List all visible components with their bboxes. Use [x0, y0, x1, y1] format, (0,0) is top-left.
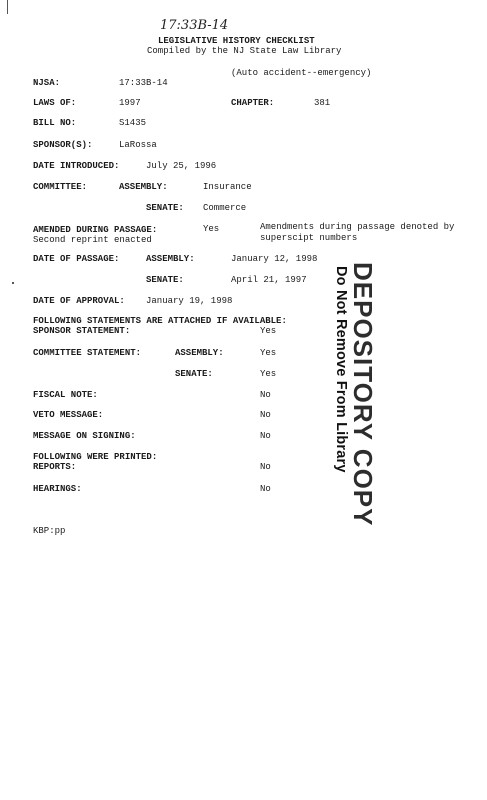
fiscal-note-label: FISCAL NOTE:	[33, 390, 98, 400]
bill-no-label: BILL NO:	[33, 118, 77, 128]
document-title: LEGISLATIVE HISTORY CHECKLIST	[158, 36, 315, 46]
date-of-passage-label: DATE OF PASSAGE:	[33, 254, 120, 264]
njsa-value: 17:33B-14	[119, 78, 168, 88]
reports-label: REPORTS:	[33, 462, 77, 472]
chapter-label: CHAPTER:	[231, 98, 275, 108]
laws-of-value: 1997	[119, 98, 141, 108]
chapter-value: 381	[314, 98, 331, 108]
page-edge-mark	[7, 0, 8, 14]
passage-assembly-label: ASSEMBLY:	[146, 254, 195, 264]
message-on-signing-label: MESSAGE ON SIGNING:	[33, 431, 136, 441]
date-introduced-value: July 25, 1996	[146, 161, 217, 171]
njsa-label: NJSA:	[33, 78, 61, 88]
subject-note: (Auto accident--emergency)	[231, 68, 372, 78]
reports-value: No	[260, 462, 271, 472]
do-not-remove-stamp: Do Not Remove From Library	[333, 266, 349, 473]
date-of-approval-label: DATE OF APPROVAL:	[33, 296, 125, 306]
amended-value: Yes	[203, 224, 220, 234]
veto-message-value: No	[260, 410, 271, 420]
veto-message-label: VETO MESSAGE:	[33, 410, 104, 420]
passage-senate-label: SENATE:	[146, 275, 184, 285]
document-subtitle: Compiled by the NJ State Law Library	[147, 46, 342, 56]
committee-senate-value: Commerce	[203, 203, 247, 213]
sponsor-statement-label: SPONSOR STATEMENT:	[33, 326, 131, 336]
statement-senate-label: SENATE:	[175, 369, 213, 379]
hearings-label: HEARINGS:	[33, 484, 82, 494]
amended-note-line2: superscipt numbers	[260, 233, 358, 243]
bill-no-value: S1435	[119, 118, 147, 128]
sponsor-label: SPONSOR(S):	[33, 140, 93, 150]
statement-assembly-label: ASSEMBLY:	[175, 348, 224, 358]
margin-speck	[12, 282, 14, 284]
fiscal-note-value: No	[260, 390, 271, 400]
statement-senate-value: Yes	[260, 369, 277, 379]
depository-copy-stamp: DEPOSITORY COPY	[348, 262, 378, 527]
typist-initials: KBP:pp	[33, 526, 66, 536]
message-on-signing-value: No	[260, 431, 271, 441]
sponsor-value: LaRossa	[119, 140, 157, 150]
passage-senate-value: April 21, 1997	[231, 275, 307, 285]
amended-note-line1: Amendments during passage denoted by	[260, 222, 455, 232]
date-of-approval-value: January 19, 1998	[146, 296, 233, 306]
committee-statement-label: COMMITTEE STATEMENT:	[33, 348, 142, 358]
sponsor-statement-value: Yes	[260, 326, 277, 336]
passage-assembly-value: January 12, 1998	[231, 254, 318, 264]
laws-of-label: LAWS OF:	[33, 98, 77, 108]
date-introduced-label: DATE INTRODUCED:	[33, 161, 120, 171]
committee-senate-label: SENATE:	[146, 203, 184, 213]
statement-assembly-value: Yes	[260, 348, 277, 358]
handwritten-number: 17:33B-14	[160, 18, 229, 33]
hearings-value: No	[260, 484, 271, 494]
following-printed-heading: FOLLOWING WERE PRINTED:	[33, 452, 158, 462]
committee-assembly-label: ASSEMBLY:	[119, 182, 168, 192]
reprint-note: Second reprint enacted	[33, 235, 152, 245]
committee-label: COMMITTEE:	[33, 182, 88, 192]
amended-label: AMENDED DURING PASSAGE:	[33, 225, 158, 235]
committee-assembly-value: Insurance	[203, 182, 252, 192]
following-statements-heading: FOLLOWING STATEMENTS ARE ATTACHED IF AVAILABLE:	[33, 316, 287, 326]
